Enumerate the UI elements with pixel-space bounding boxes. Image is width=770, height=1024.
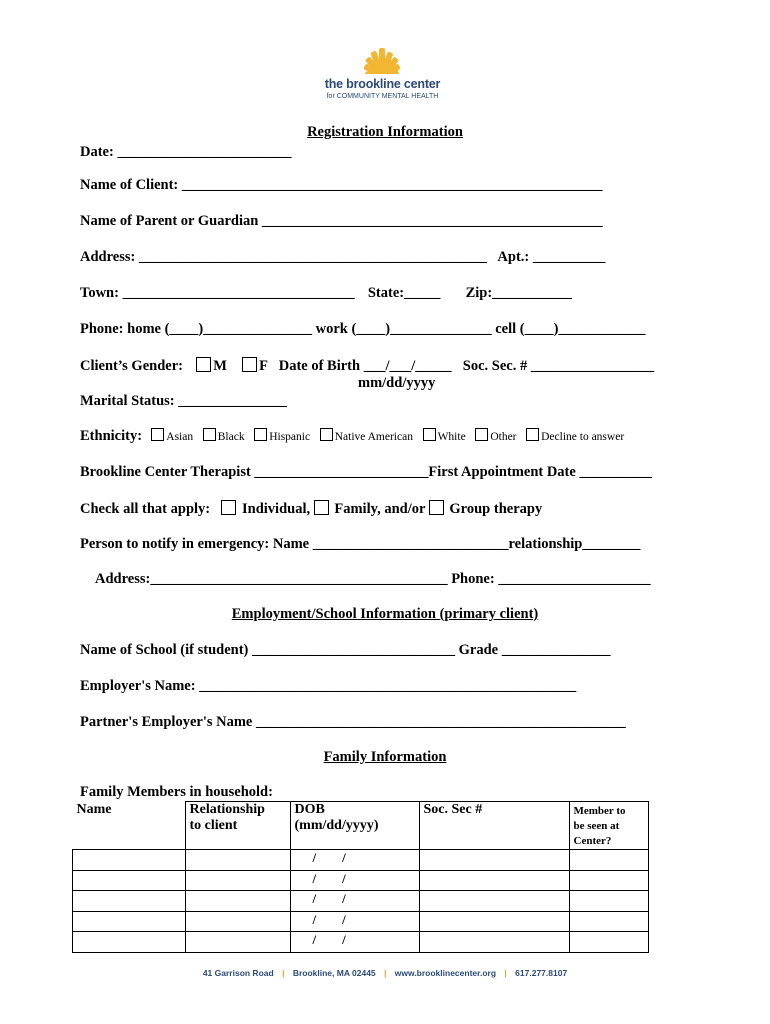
page-title: Registration Information (307, 124, 463, 140)
dob-cell[interactable]: / / (290, 891, 419, 912)
name-cell[interactable] (73, 850, 186, 871)
name-cell[interactable] (73, 911, 186, 932)
ethnicity-black-label: Black (217, 431, 245, 443)
footer-city: Brookline, MA 02445 (292, 968, 376, 978)
group-checkbox[interactable] (429, 500, 444, 515)
family-heading: Family Information (323, 749, 447, 765)
ethnicity-asian-label: Asian (166, 431, 194, 443)
col-name-header: Name (73, 802, 186, 850)
table-row (73, 850, 649, 871)
dob-cell[interactable]: / / (290, 932, 419, 953)
employment-heading: Employment/School Information (primary client) (231, 606, 539, 622)
logo-name: the brookline center (324, 77, 441, 91)
footer-separator: | (282, 968, 285, 978)
relationship-cell[interactable] (185, 850, 290, 871)
col-member-header: Member to be seen at Center? (569, 802, 648, 850)
ethnicity-asian-checkbox[interactable] (151, 428, 164, 441)
ethnicity-other-label: Other (490, 431, 517, 443)
gender-f-label: F (259, 358, 268, 374)
col-dob-header: DOB (mm/dd/yyyy) (290, 802, 419, 850)
phone-field[interactable]: Phone: home (____)_______________ work (____)______________ cell (____)____________ (80, 321, 646, 337)
date-field[interactable]: Date: ________________________ (80, 144, 292, 160)
footer-website-link[interactable]: www.brooklinecenter.org (394, 968, 497, 978)
individual-label: Individual, (242, 501, 311, 517)
footer-separator: | (504, 968, 507, 978)
ethnicity-other-checkbox[interactable] (475, 428, 488, 441)
name-cell[interactable] (73, 891, 186, 912)
ethnicity-black-checkbox[interactable] (203, 428, 216, 441)
family-label: Family, and/or (334, 501, 426, 517)
ethnicity-decline-checkbox[interactable] (526, 428, 539, 441)
check-all-label: Check all that apply: (80, 501, 211, 517)
member-cell[interactable] (569, 911, 648, 932)
table-row (73, 891, 649, 912)
client-name-field[interactable]: Name of Client: __________________________________________________________ (80, 177, 603, 193)
col-ssn-header: Soc. Sec # (419, 802, 569, 850)
family-members-table (72, 801, 649, 953)
ssn-cell[interactable] (419, 891, 569, 912)
footer-phone: 617.277.8107 (515, 968, 568, 978)
ssn-cell[interactable] (419, 850, 569, 871)
ethnicity-hispanic-checkbox[interactable] (254, 428, 267, 441)
page-footer (0, 968, 770, 978)
town-field[interactable]: Town: ________________________________ (80, 285, 355, 301)
address-field[interactable]: Address: ________________________________________________ (80, 249, 487, 265)
ethnicity-decline-label: Decline to answer (541, 431, 625, 443)
family-checkbox[interactable] (314, 500, 329, 515)
relationship-cell[interactable] (185, 891, 290, 912)
relationship-cell[interactable] (185, 870, 290, 891)
therapist-field[interactable]: Brookline Center Therapist ________________________First Appointment Date __________ (80, 464, 652, 480)
footer-address: 41 Garrison Road (202, 968, 274, 978)
logo-subtitle: for COMMUNITY MENTAL HEALTH (326, 93, 439, 100)
therapy-type-row (80, 500, 542, 518)
parent-guardian-field[interactable]: Name of Parent or Guardian _______________________________________________ (80, 213, 603, 229)
individual-checkbox[interactable] (221, 500, 236, 515)
ethnicity-white-label: White (437, 431, 466, 443)
partner-employer-field[interactable]: Partner's Employer's Name ___________________________________________________ (80, 714, 626, 730)
member-cell[interactable] (569, 891, 648, 912)
dob-hint: mm/dd/yyyy (358, 375, 436, 391)
gender-m-label: M (213, 358, 227, 374)
ssn-field[interactable]: Soc. Sec. # _________________ (462, 358, 655, 374)
brookline-center-logo (310, 48, 470, 104)
ethnicity-hispanic-label: Hispanic (269, 431, 311, 443)
ssn-cell[interactable] (419, 932, 569, 953)
gender-m-checkbox[interactable] (196, 357, 211, 372)
relationship-cell[interactable] (185, 911, 290, 932)
gender-label: Client’s Gender: (80, 358, 183, 374)
employer-field[interactable]: Employer's Name: ____________________________________________________ (80, 678, 577, 694)
ethnicity-native-american-label: Native American (334, 431, 413, 443)
sunburst-logo-icon (344, 48, 422, 78)
gender-f-checkbox[interactable] (242, 357, 257, 372)
member-cell[interactable] (569, 850, 648, 871)
ethnicity-white-checkbox[interactable] (423, 428, 436, 441)
address-row (80, 249, 605, 266)
relationship-cell[interactable] (185, 932, 290, 953)
town-row (80, 285, 572, 302)
gender-row (80, 357, 654, 375)
member-cell[interactable] (569, 932, 648, 953)
ssn-cell[interactable] (419, 870, 569, 891)
dob-cell[interactable]: / / (290, 911, 419, 932)
name-cell[interactable] (73, 932, 186, 953)
dob-cell[interactable]: / / (290, 870, 419, 891)
ethnicity-row (80, 428, 630, 445)
apt-field[interactable]: Apt.: __________ (497, 249, 606, 265)
emergency-contact-field[interactable]: Person to notify in emergency: Name ___________________________relationship________ (80, 536, 641, 552)
ethnicity-label: Ethnicity: (80, 428, 143, 444)
table-row (73, 911, 649, 932)
state-field[interactable]: State:_____ (367, 285, 441, 301)
emergency-address-field[interactable]: Address:_________________________________________ Phone: _____________________ (95, 571, 651, 587)
group-label: Group therapy (449, 501, 543, 517)
table-row (73, 870, 649, 891)
family-members-label: Family Members in household: (80, 784, 273, 800)
footer-separator: | (384, 968, 387, 978)
member-cell[interactable] (569, 870, 648, 891)
ssn-cell[interactable] (419, 911, 569, 932)
dob-cell[interactable]: / / (290, 850, 419, 871)
zip-field[interactable]: Zip:___________ (465, 285, 572, 301)
table-header-row (73, 802, 649, 850)
school-field[interactable]: Name of School (if student) ____________________________ Grade _______________ (80, 642, 611, 658)
col-relationship-header: Relationship to client (185, 802, 290, 850)
ethnicity-native-american-checkbox[interactable] (320, 428, 333, 441)
dob-field[interactable]: Date of Birth ___/___/_____ (278, 358, 452, 374)
table-row (73, 932, 649, 953)
name-cell[interactable] (73, 870, 186, 891)
marital-status-field[interactable]: Marital Status: _______________ (80, 393, 288, 409)
